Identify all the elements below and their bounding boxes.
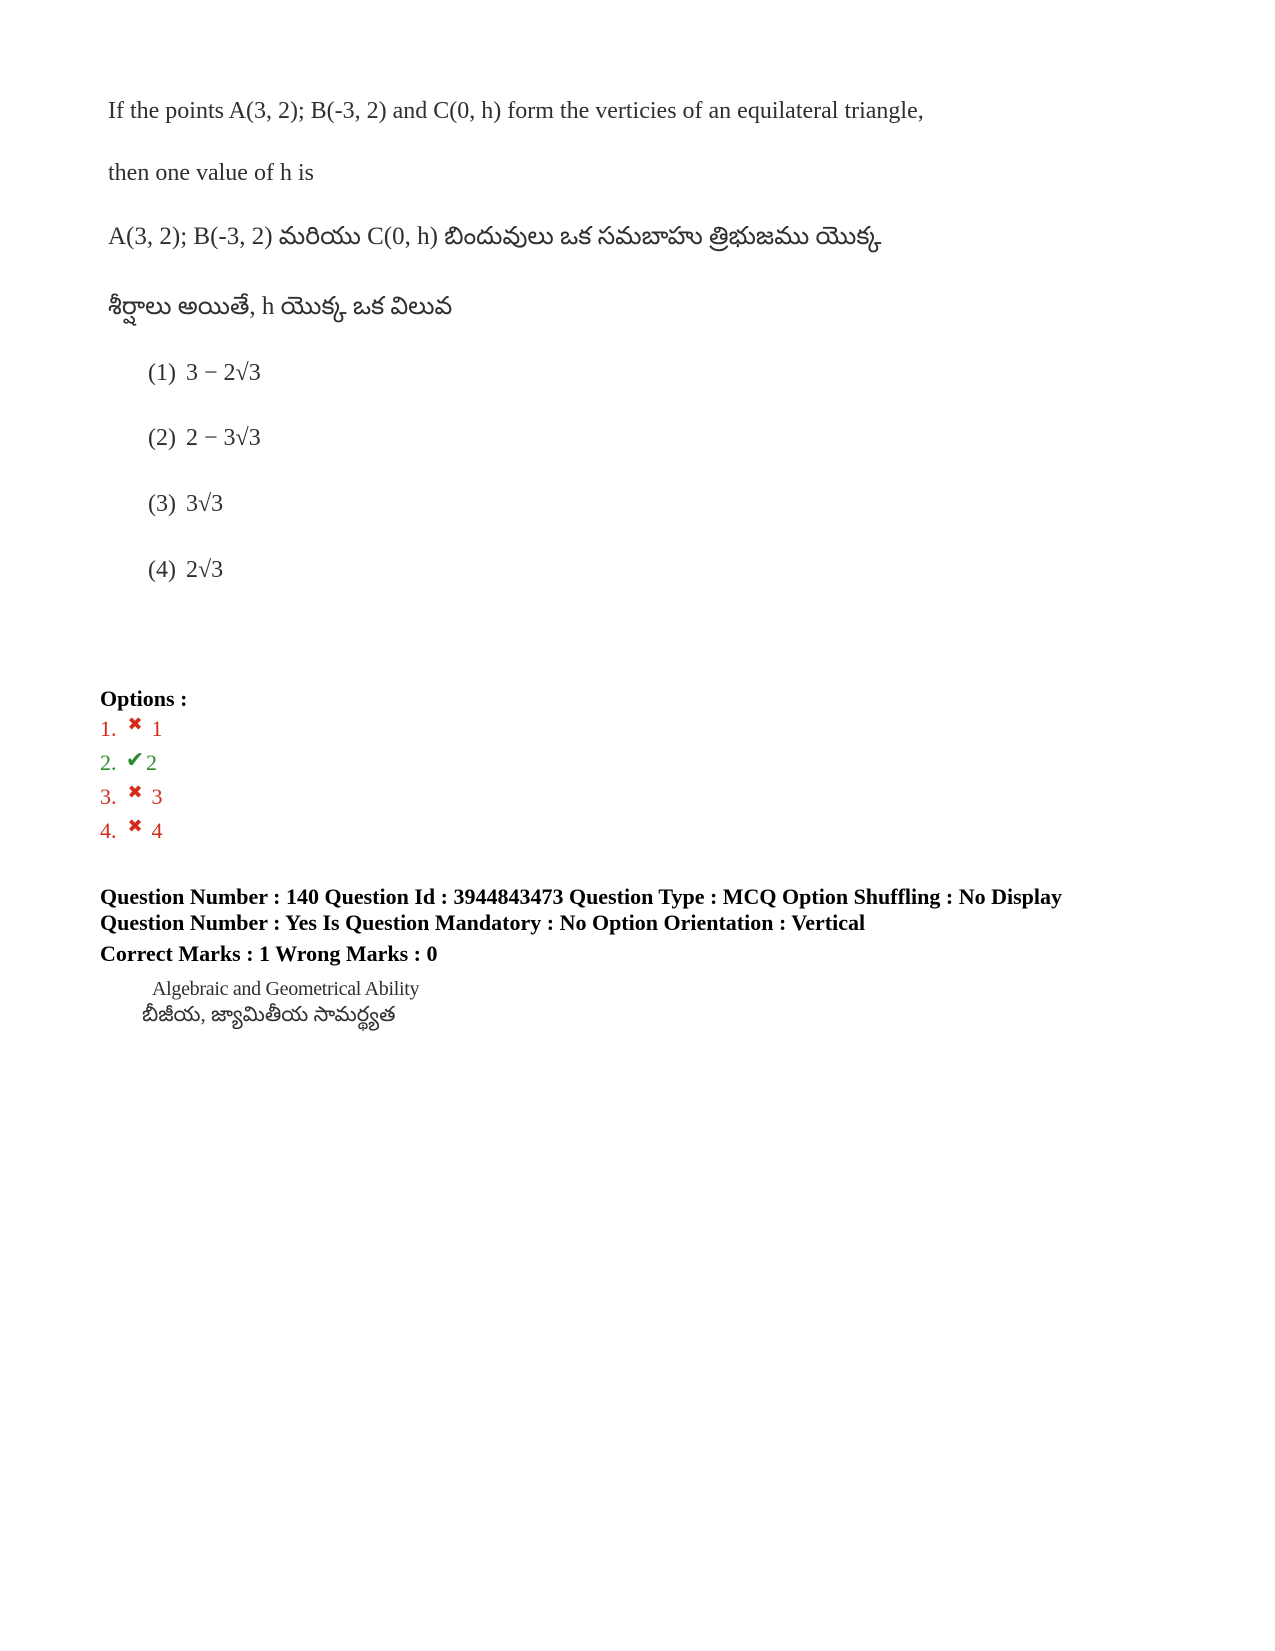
question-meta-line-1: Question Number : 140 Question Id : 3944843473 Question Type : MCQ Option Shuffling : No Display [100, 884, 1063, 909]
question-meta-line-2: Question Number : Yes Is Question Mandatory : No Option Orientation : Vertical [100, 910, 866, 935]
choice-number: (3) [148, 491, 176, 517]
question-text-english-line-1: If the points A(3, 2); B(-3, 2) and C(0, h) form the verticies of an equilateral triangle, [108, 98, 924, 124]
answer-choice [148, 358, 261, 388]
checkmark-icon: ✔ [125, 747, 145, 772]
option-number: 3. [100, 784, 117, 809]
option-item [100, 818, 163, 845]
choice-number: (1) [148, 360, 176, 386]
option-item [100, 716, 163, 743]
choice-number: (4) [148, 557, 176, 583]
option-value: 3 [151, 784, 163, 809]
option-value: 4 [151, 818, 163, 843]
marks-info: Correct Marks : 1 Wrong Marks : 0 [100, 941, 438, 966]
answer-choice [148, 555, 223, 585]
subject-label-english: Algebraic and Geometrical Ability [152, 978, 420, 1000]
question-text-telugu-line-1: A(3, 2); B(-3, 2) మరియు C(0, h) బిందువులు ఒక సమబాహు త్రిభుజము యొక్క [108, 223, 882, 250]
option-value: 2 [146, 750, 157, 775]
subject-label-telugu: బీజీయ, జ్యామితీయ సామర్థ్యత [142, 1002, 396, 1026]
option-value: 1 [151, 716, 163, 741]
option-number: 2. [100, 750, 117, 775]
options-heading: Options : [100, 686, 188, 711]
cross-icon: ✖ [127, 782, 143, 802]
question-text-telugu-line-2: శీర్షాలు అయితే, h యొక్క ఒక విలువ [108, 293, 453, 320]
option-item [100, 747, 157, 776]
choice-number: (2) [148, 425, 176, 451]
choice-text: 2√3 [185, 557, 224, 583]
answer-choice [148, 423, 261, 453]
answer-choice [148, 489, 223, 519]
option-number: 4. [100, 818, 117, 843]
choice-text: 3√3 [185, 491, 224, 517]
cross-icon: ✖ [127, 816, 143, 836]
question-text-english-line-2: then one value of h is [108, 160, 314, 186]
option-number: 1. [100, 716, 117, 741]
cross-icon: ✖ [127, 714, 143, 734]
option-item [100, 784, 163, 811]
choice-text: 2 − 3√3 [185, 425, 261, 451]
choice-text: 3 − 2√3 [185, 360, 261, 386]
